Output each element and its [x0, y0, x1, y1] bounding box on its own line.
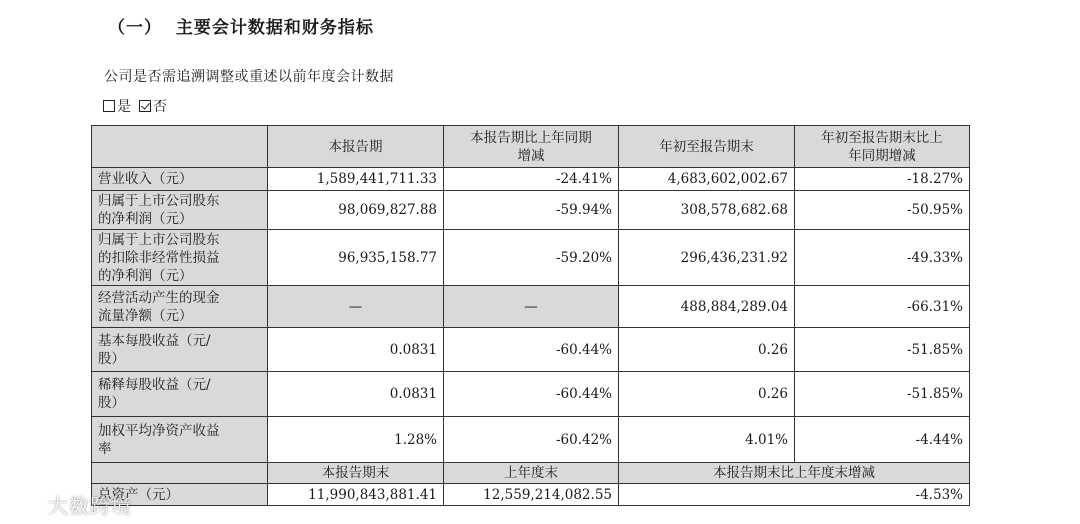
table-cell: 0.26 — [619, 372, 795, 417]
row-label: 稀释每股收益（元/ 股） — [92, 372, 268, 417]
checkbox-checked-icon[interactable] — [139, 100, 151, 112]
row-label: 基本每股收益（元/ 股） — [92, 328, 268, 372]
subheader-cell — [92, 463, 268, 484]
table-row — [92, 417, 970, 463]
table-cell: 0.26 — [619, 328, 795, 372]
row-label: 总资产（元） — [92, 484, 268, 506]
subheader-cell: 上年度末 — [444, 463, 619, 484]
row-label: 营业收入（元） — [92, 168, 268, 191]
table-cell: — — [444, 286, 619, 328]
table-cell: -50.95% — [795, 191, 970, 230]
checkbox-unchecked-icon[interactable] — [103, 100, 115, 112]
header-cell: 年初至报告期末 — [619, 126, 795, 168]
table-header-row — [92, 126, 970, 168]
table-cell: 308,578,682.68 — [619, 191, 795, 230]
table-row — [92, 230, 970, 286]
option-yes-label: 是 — [117, 99, 131, 115]
table-cell: 96,935,158.77 — [268, 230, 444, 286]
table-cell: 1,589,441,711.33 — [268, 168, 444, 191]
restatement-options — [103, 96, 175, 116]
option-no-label: 否 — [153, 99, 167, 115]
table-subheader-row — [92, 463, 970, 484]
table-cell: -4.44% — [795, 417, 970, 463]
header-cell: 本报告期比上年同期 增减 — [444, 126, 619, 168]
table-cell: 98,069,827.88 — [268, 191, 444, 230]
table-cell: 11,990,843,881.41 — [268, 484, 444, 506]
subheader-cell: 本报告期末比上年度末增减 — [619, 463, 970, 484]
table-row — [92, 484, 970, 506]
table-cell: -24.41% — [444, 168, 619, 191]
header-cell — [92, 126, 268, 168]
row-label: 经营活动产生的现金 流量净额（元） — [92, 286, 268, 328]
table-row — [92, 168, 970, 191]
row-label: 加权平均净资产收益 率 — [92, 417, 268, 463]
table-cell: -60.44% — [444, 328, 619, 372]
option-yes[interactable] — [103, 96, 131, 116]
table-cell: 4.01% — [619, 417, 795, 463]
header-cell: 本报告期 — [268, 126, 444, 168]
table-row — [92, 286, 970, 328]
table-cell: -59.94% — [444, 191, 619, 230]
table-cell: 0.0831 — [268, 372, 444, 417]
row-label: 归属于上市公司股东 的扣除非经常性损益 的净利润（元） — [92, 230, 268, 286]
subheader-cell: 本报告期末 — [268, 463, 444, 484]
table-cell: -18.27% — [795, 168, 970, 191]
header-cell: 年初至报告期末比上 年同期增减 — [795, 126, 970, 168]
table-cell: -4.53% — [619, 484, 970, 506]
table-cell: 12,559,214,082.55 — [444, 484, 619, 506]
table-cell: -66.31% — [795, 286, 970, 328]
table-cell: — — [268, 286, 444, 328]
table-row — [92, 372, 970, 417]
table-cell: -51.85% — [795, 372, 970, 417]
table-row — [92, 191, 970, 230]
table-cell: 1.28% — [268, 417, 444, 463]
table-cell: -51.85% — [795, 328, 970, 372]
table-cell: -60.44% — [444, 372, 619, 417]
table-row — [92, 328, 970, 372]
watermark — [6, 490, 132, 519]
financial-indicators-table — [91, 125, 970, 506]
table-cell: 4,683,602,002.67 — [619, 168, 795, 191]
watermark-text: 大数跨境 — [48, 494, 132, 518]
watermark-logo-icon — [6, 490, 44, 519]
table-cell: 0.0831 — [268, 328, 444, 372]
section-heading: （一） 主要会计数据和财务指标 — [108, 18, 374, 38]
table-cell: -60.42% — [444, 417, 619, 463]
table-cell: -49.33% — [795, 230, 970, 286]
restatement-question: 公司是否需追溯调整或重述以前年度会计数据 — [104, 69, 394, 85]
table-cell: 488,884,289.04 — [619, 286, 795, 328]
row-label: 归属于上市公司股东 的净利润（元） — [92, 191, 268, 230]
table-cell: 296,436,231.92 — [619, 230, 795, 286]
table-cell: -59.20% — [444, 230, 619, 286]
option-no[interactable] — [139, 96, 167, 116]
